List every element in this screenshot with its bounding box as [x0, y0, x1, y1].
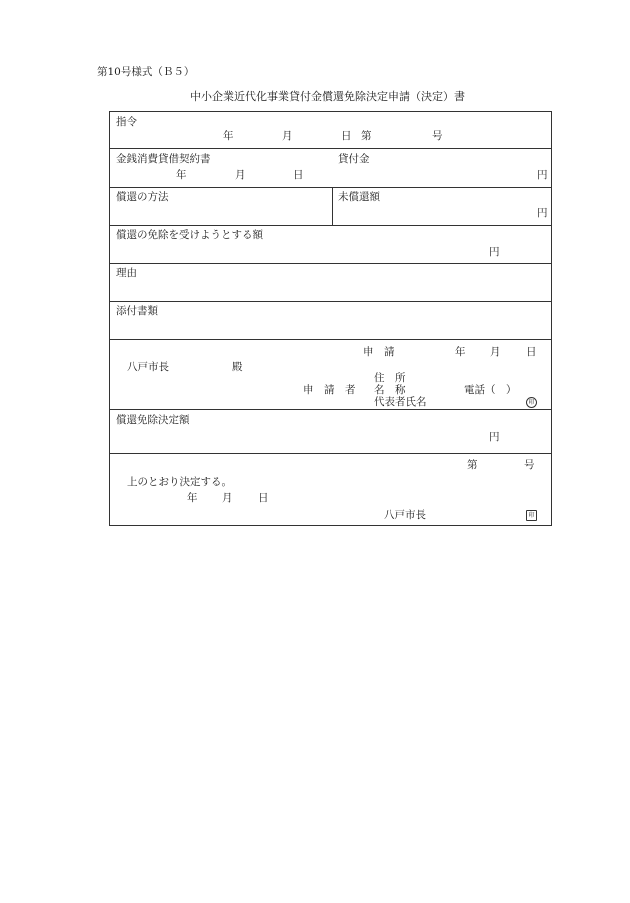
applicant-address-field[interactable]: 住 所 — [374, 372, 406, 384]
application-label: 申 請 — [363, 346, 395, 358]
row-divider — [110, 263, 551, 264]
row-divider — [110, 301, 551, 302]
contract-day-field[interactable]: 日 — [293, 169, 304, 181]
instruction-day-field[interactable]: 日 — [341, 130, 352, 142]
application-month-field[interactable]: 月 — [490, 346, 501, 358]
repayment-method-field[interactable]: 償還の方法 — [116, 191, 169, 203]
exemption-amount-label: 償還の免除を受けようとする額 — [116, 229, 263, 241]
exemption-amount-field[interactable]: 円 — [489, 246, 500, 258]
loan-amount-label: 貸付金 — [338, 153, 370, 165]
decision-number-field[interactable]: 号 — [524, 459, 535, 471]
decision-month-field[interactable]: 月 — [222, 492, 233, 504]
application-day-field[interactable]: 日 — [526, 346, 537, 358]
contract-year-field[interactable]: 年 — [176, 169, 187, 181]
unpaid-amount-label: 未償還額 — [338, 191, 380, 203]
row-divider — [110, 225, 551, 226]
decision-amount-field[interactable]: 円 — [489, 431, 500, 443]
applicant-label: 申 請 者 — [303, 384, 356, 396]
unpaid-amount-field[interactable]: 円 — [537, 207, 548, 219]
application-form-table — [109, 111, 552, 526]
contract-month-field[interactable]: 月 — [235, 169, 246, 181]
form-number: 第10号様式（Ｂ５） — [97, 66, 195, 78]
decision-amount-label: 償還免除決定額 — [116, 414, 190, 426]
row-divider — [110, 148, 551, 149]
row-divider — [110, 453, 551, 454]
representative-name-field[interactable]: 代表者氏名 — [374, 396, 427, 408]
row-divider — [110, 409, 551, 410]
decision-statement: 上のとおり決定する。 — [127, 476, 232, 488]
decision-year-field[interactable]: 年 — [187, 492, 198, 504]
column-divider — [332, 187, 333, 225]
attachments-field[interactable]: 添付書類 — [116, 305, 158, 317]
decision-number-prefix: 第 — [467, 459, 478, 471]
row-divider — [110, 187, 551, 188]
applicant-name-field[interactable]: 名 称 — [374, 384, 406, 396]
addressee: 八戸市長 — [127, 361, 169, 373]
reason-field[interactable]: 理由 — [116, 267, 137, 279]
instruction-number-field[interactable]: 号 — [432, 130, 443, 142]
addressee-honorific: 殿 — [232, 361, 243, 373]
phone-field[interactable]: 電話（ ） — [464, 384, 517, 396]
mayor-seal-icon: 印 — [526, 509, 537, 521]
form-title: 中小企業近代化事業貸付金償還免除決定申請（決定）書 — [190, 90, 465, 103]
loan-amount-field[interactable]: 円 — [537, 169, 548, 181]
instruction-number-prefix: 第 — [361, 130, 372, 142]
instruction-year-field[interactable]: 年 — [223, 130, 234, 142]
contract-label: 金銭消費貸借契約書 — [116, 153, 211, 165]
instruction-month-field[interactable]: 月 — [282, 130, 293, 142]
row-divider — [110, 339, 551, 340]
decision-mayor: 八戸市長 — [384, 509, 426, 521]
instruction-label: 指令 — [116, 116, 137, 128]
applicant-seal-icon: 印 — [526, 396, 537, 408]
decision-day-field[interactable]: 日 — [258, 492, 269, 504]
application-year-field[interactable]: 年 — [455, 346, 466, 358]
